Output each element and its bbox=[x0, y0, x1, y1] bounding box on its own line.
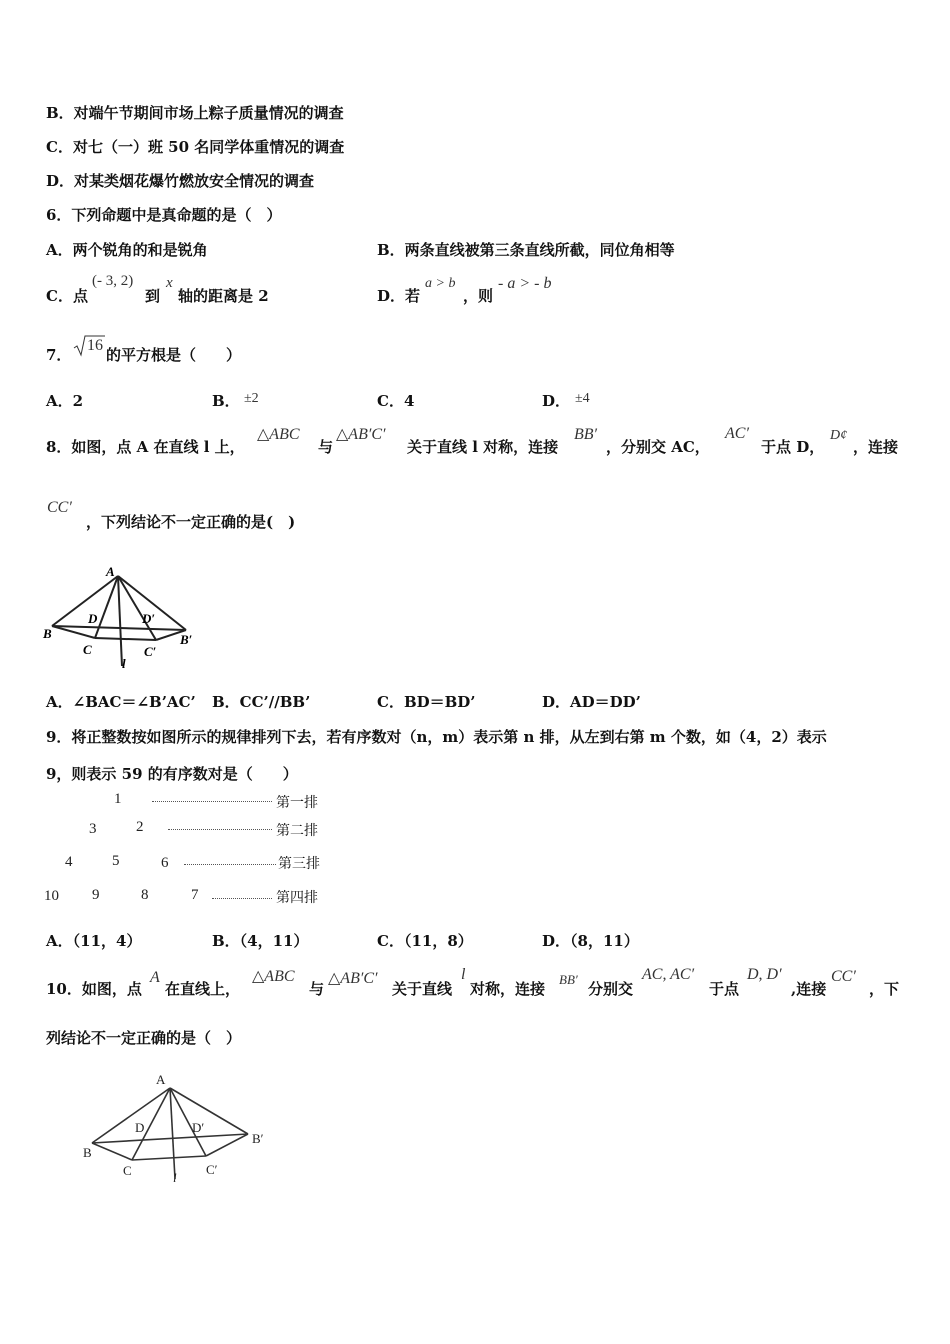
q8-stem-2: 与 bbox=[318, 438, 334, 456]
row1-number-1: 1 bbox=[114, 791, 122, 807]
label-d: D bbox=[88, 611, 98, 626]
q7-radicand: 16 bbox=[87, 337, 103, 354]
q10-stem-8: ,连接 bbox=[791, 980, 827, 998]
label-d-prime: D′ bbox=[192, 1120, 205, 1135]
label-c-prime: C′ bbox=[144, 644, 157, 659]
q10-point-a: A bbox=[150, 969, 160, 986]
q10-stem-3: 与 bbox=[309, 980, 325, 998]
row4-number-2: 9 bbox=[92, 887, 100, 903]
row2-dots bbox=[168, 829, 272, 830]
label-b-prime: B′ bbox=[180, 632, 193, 647]
q6-option-c-mid: 到 bbox=[145, 287, 161, 305]
q10-line-l: l bbox=[461, 966, 466, 983]
segment-cc-prime bbox=[132, 1156, 206, 1160]
q6-option-c-pre: C．点 bbox=[46, 287, 88, 305]
label-a: A bbox=[106, 564, 115, 579]
row2-label: 第二排 bbox=[276, 823, 318, 839]
q8-stem-3: 关于直线 l 对称，连接 bbox=[407, 438, 559, 456]
row3-dots bbox=[184, 864, 276, 865]
q6-option-d-pre: D．若 bbox=[377, 287, 421, 305]
row1-label: 第一排 bbox=[276, 795, 318, 811]
q5-option-b: B．对端午节期间市场上粽子质量情况的调查 bbox=[46, 104, 344, 122]
q8-stem-5: 于点 D， bbox=[761, 438, 825, 456]
q10-seg-bb: BB′ bbox=[559, 972, 578, 987]
label-l: l bbox=[122, 656, 126, 671]
q8-seg-bb: BB′ bbox=[574, 426, 598, 443]
q5-option-d: D．对某类烟花爆竹燃放安全情况的调查 bbox=[46, 172, 315, 190]
q10-stem-2: 在直线上， bbox=[165, 980, 241, 998]
q10-stem-1: 10．如图，点 bbox=[46, 980, 142, 998]
label-a: A bbox=[156, 1072, 166, 1087]
segment-ac-prime bbox=[118, 576, 156, 640]
q8-stem-7: ，下列结论不一定正确的是( ) bbox=[86, 513, 296, 531]
q9-option-b: B．（4，11） bbox=[212, 932, 309, 950]
q6-option-c-x: x bbox=[166, 275, 173, 291]
q9-stem-line1: 9．将正整数按如图所示的规律排列下去，若有序数对（n，m）表示第 n 排，从左到右第 m 个数，如（4，2）表示 bbox=[46, 728, 827, 746]
row4-number-4: 7 bbox=[191, 887, 199, 903]
row3-label: 第三排 bbox=[278, 856, 320, 872]
row4-number-3: 8 bbox=[141, 887, 149, 903]
q8-stem-1: 8．如图，点 A 在直线 l 上， bbox=[46, 438, 245, 456]
q7-stem: 的平方根是（ ） bbox=[106, 346, 242, 364]
row4-number-1: 10 bbox=[44, 888, 59, 904]
q6-option-d-mid: ，则 bbox=[463, 287, 494, 305]
q7-option-b-value: ±2 bbox=[244, 391, 259, 406]
q10-figure bbox=[80, 1064, 280, 1184]
q6-option-c-point: (- 3, 2) bbox=[92, 273, 134, 289]
segment-ab bbox=[92, 1088, 170, 1143]
label-c: C bbox=[123, 1163, 132, 1178]
q8-triangle-abc: △ABC bbox=[257, 426, 300, 443]
row1-dots bbox=[152, 801, 272, 802]
q10-seg-cc: CC′ bbox=[831, 968, 856, 985]
label-d-prime: D′ bbox=[142, 611, 156, 626]
q5-option-c: C．对七（一）班 50 名同学体重情况的调查 bbox=[46, 138, 345, 156]
segment-cc-prime bbox=[95, 638, 156, 640]
label-b-prime: B′ bbox=[252, 1131, 264, 1146]
label-c: C bbox=[83, 642, 92, 657]
q10-stem-4: 关于直线 bbox=[392, 980, 453, 998]
q8-seg-cc: CC′ bbox=[47, 499, 72, 516]
segment-bb-prime bbox=[92, 1134, 248, 1143]
row3-number-3: 6 bbox=[161, 855, 169, 871]
label-b: B bbox=[83, 1145, 92, 1160]
q7-option-b-label: B． bbox=[212, 392, 240, 410]
q8-figure bbox=[40, 560, 210, 672]
line-l bbox=[170, 1088, 175, 1179]
q7-number: 7． bbox=[46, 346, 72, 364]
q9-number-arrangement bbox=[40, 790, 340, 912]
q10-triangle-abc: △ABC bbox=[252, 968, 295, 985]
q8-point-d-prime: D¢ bbox=[830, 428, 848, 443]
q10-stem-5: 对称，连接 bbox=[470, 980, 546, 998]
label-d: D bbox=[135, 1120, 145, 1135]
q6-option-b: B．两条直线被第三条直线所截，同位角相等 bbox=[377, 241, 675, 259]
line-l bbox=[118, 576, 122, 666]
q7-option-a: A．2 bbox=[46, 392, 84, 410]
q10-points-d: D, D′ bbox=[747, 966, 782, 983]
q9-option-c: C．（11，8） bbox=[377, 932, 473, 950]
segment-bb-prime bbox=[52, 626, 186, 630]
q6-option-d-res: - a > - b bbox=[498, 275, 552, 292]
label-c-prime: C′ bbox=[206, 1162, 218, 1177]
q6-option-c-post: 轴的距离是 2 bbox=[178, 287, 269, 305]
segment-bc bbox=[92, 1143, 132, 1160]
q7-option-d-value: ±4 bbox=[575, 391, 590, 406]
q10-stem-6: 分别交 bbox=[588, 980, 634, 998]
q6-stem: 6．下列命题中是真命题的是（ ） bbox=[46, 206, 282, 224]
q7-option-d-label: D． bbox=[542, 392, 571, 410]
row3-number-1: 4 bbox=[65, 854, 73, 870]
q10-segs-ac: AC, AC′ bbox=[642, 966, 695, 983]
q7-option-c: C．4 bbox=[377, 392, 415, 410]
row4-label: 第四排 bbox=[276, 890, 318, 906]
q9-stem-line2: 9，则表示 59 的有序数对是（ ） bbox=[46, 765, 298, 783]
label-l: l bbox=[173, 1170, 177, 1184]
q10-stem-9: ，下 bbox=[869, 980, 900, 998]
q10-triangle-abc-prime: △AB′C′ bbox=[328, 970, 378, 987]
q8-seg-ac: AC′ bbox=[725, 425, 749, 442]
q6-option-a: A．两个锐角的和是锐角 bbox=[46, 241, 208, 259]
segment-b-prime-c-prime bbox=[206, 1134, 248, 1156]
q8-option-a: A．∠BAC＝∠B’AC’ bbox=[46, 693, 196, 711]
row3-number-2: 5 bbox=[112, 853, 120, 869]
q9-option-d: D．（8，11） bbox=[542, 932, 639, 950]
q8-option-d: D．AD＝DD’ bbox=[542, 693, 641, 711]
row4-dots bbox=[212, 898, 272, 899]
q10-stem-7: 于点 bbox=[709, 980, 740, 998]
q8-stem-4: ，分别交 AC， bbox=[606, 438, 710, 456]
q8-option-c: C．BD＝BD’ bbox=[377, 693, 476, 711]
q8-stem-6: ，连接 bbox=[853, 438, 899, 456]
q8-option-b: B．CC’//BB’ bbox=[212, 693, 311, 711]
q6-option-d-cond: a > b bbox=[425, 276, 456, 291]
label-b: B bbox=[43, 626, 52, 641]
q9-option-a: A．（11，4） bbox=[46, 932, 142, 950]
q8-triangle-abc-prime: △AB′C′ bbox=[336, 426, 386, 443]
q10-stem-line2: 列结论不一定正确的是（ ） bbox=[46, 1029, 242, 1047]
row2-number-1: 3 bbox=[89, 821, 97, 837]
row2-number-2: 2 bbox=[136, 819, 144, 835]
